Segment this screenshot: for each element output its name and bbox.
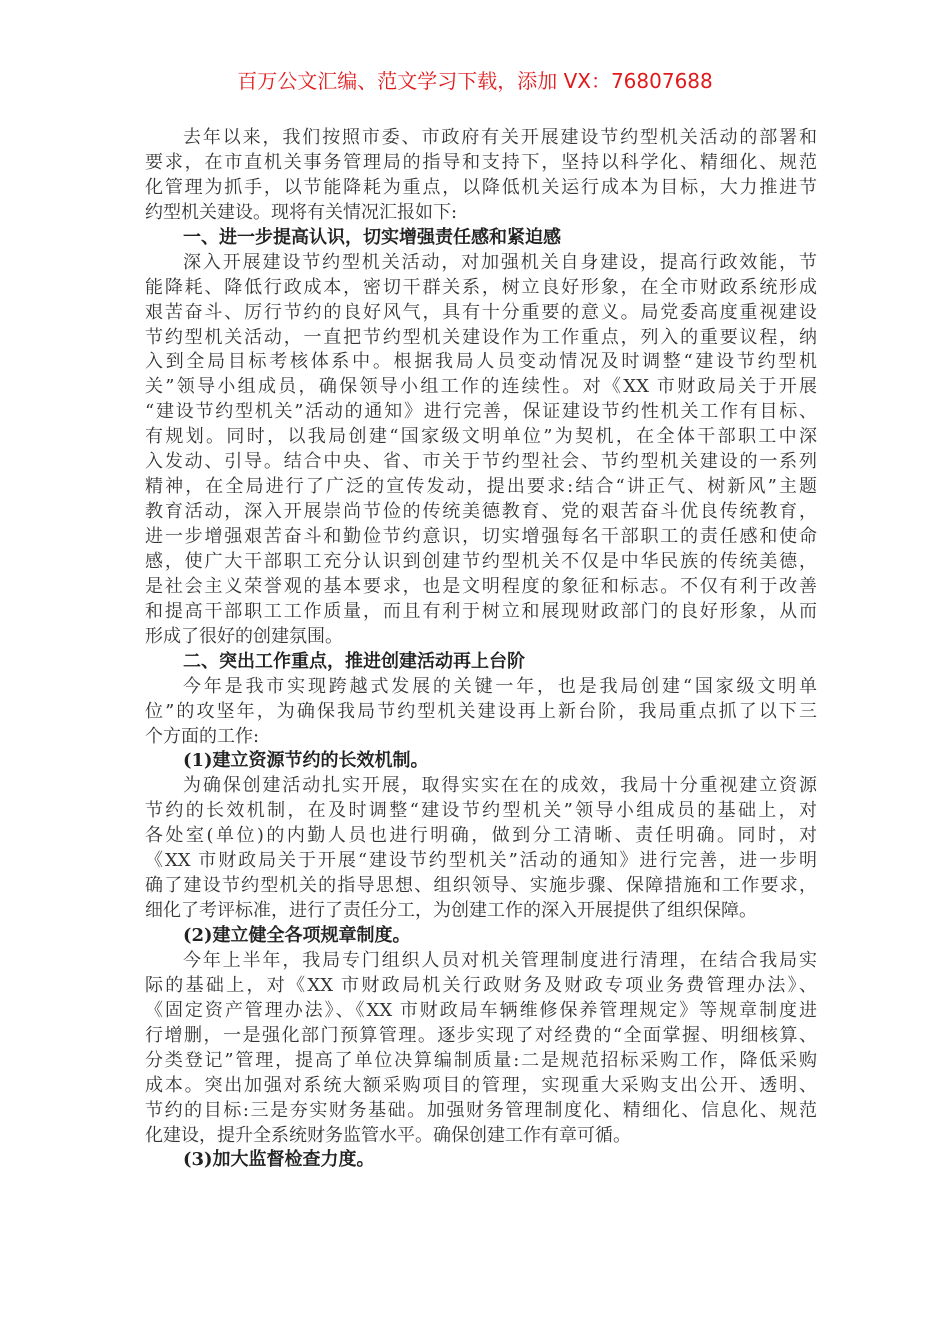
paragraph bbox=[145, 675, 817, 750]
text-line: 二、突出工作重点，推进创建活动再上台阶 bbox=[183, 650, 525, 672]
text-line: 入发动、引导。结合中央、省、市关于节约型社会、节约型机关建设的一系列 bbox=[145, 451, 817, 473]
text-line: 进一步增强艰苦奋斗和勤俭节约意识，切实增强每名干部职工的责任感和使命 bbox=[145, 526, 817, 547]
document-body bbox=[145, 126, 817, 1173]
text-line: 关”领导小组成员，确保领导小组工作的连续性。对《XX 市财政局关于开展 bbox=[145, 376, 817, 398]
section-heading bbox=[145, 1148, 817, 1173]
section-heading bbox=[145, 749, 817, 774]
text-line: 能降耗、降低行政成本，密切干群关系，树立良好形象，在全市财政系统形成 bbox=[145, 276, 817, 298]
text-line: 细化了考评标准，进行了责任分工，为创建工作的深入开展提供了组织保障。 bbox=[145, 900, 757, 922]
text-line: 今年是我市实现跨越式发展的关键一年，也是我局创建“国家级文明单 bbox=[183, 675, 817, 697]
paragraph bbox=[145, 949, 817, 1149]
text-line: 教育活动，深入开展崇尚节俭的传统美德教育、党的艰苦奋斗优良传统教育， bbox=[145, 501, 817, 523]
section-heading bbox=[145, 650, 817, 675]
text-line: 《XX 市财政局关于开展“建设节约型机关”活动的通知》进行完善，进一步明 bbox=[145, 850, 817, 872]
text-line: 确了建设节约型机关的指导思想、组织领导、实施步骤、保障措施和工作要求， bbox=[145, 875, 817, 897]
text-line: “建设节约型机关”活动的通知》进行完善，保证建设节约性机关工作有目标、 bbox=[145, 401, 817, 423]
text-line: 今年上半年，我局专门组织人员对机关管理制度进行清理，在结合我局实 bbox=[183, 949, 817, 971]
text-line: 为确保创建活动扎实开展，取得实实在在的成效，我局十分重视建立资源 bbox=[183, 775, 817, 797]
text-line: 和提高干部职工工作质量，而且有利于树立和展现财政部门的良好形象，从而 bbox=[145, 600, 817, 622]
text-line: (1)建立资源节约的长效机制。 bbox=[183, 750, 429, 772]
text-line: 节约的目标:三是夯实财务基础。加强财务管理制度化、精细化、信息化、规范 bbox=[145, 1099, 817, 1121]
text-line: 际的基础上，对《XX 市财政局机关行政财务及财政专项业务费管理办法》、 bbox=[145, 974, 817, 996]
text-line: 艰苦奋斗、厉行节约的良好风气，具有十分重要的意义。局党委高度重视建设 bbox=[145, 301, 817, 323]
text-line: 各处室(单位)的内勤人员也进行明确，做到分工清晰、责任明确。同时，对 bbox=[145, 825, 817, 847]
text-line: 节约的长效机制，在及时调整“建设节约型机关”领导小组成员的基础上，对 bbox=[145, 800, 817, 822]
section-heading bbox=[145, 226, 817, 251]
text-line: 分类登记”管理，提高了单位决算编制质量:二是规范招标采购工作，降低采购 bbox=[145, 1049, 817, 1071]
text-line: 节约型机关活动，一直把节约型机关建设作为工作重点，列入的重要议程，纳 bbox=[145, 326, 817, 348]
text-line: 要求，在市直机关事务管理局的指导和支持下，坚持以科学化、精细化、规范 bbox=[145, 151, 817, 173]
text-line: 精神，在全局进行了广泛的宣传发动，提出要求:结合“讲正气、树新风”主题 bbox=[145, 476, 817, 498]
text-line: 化建设，提升全系统财务监管水平。确保创建工作有章可循。 bbox=[145, 1124, 631, 1146]
text-line: (3)加大监督检查力度。 bbox=[183, 1149, 375, 1171]
text-line: 一、进一步提高认识，切实增强责任感和紧迫感 bbox=[183, 226, 561, 248]
text-line: 行增删，一是强化部门预算管理。逐步实现了对经费的“全面掌握、明细核算、 bbox=[145, 1024, 817, 1046]
watermark-banner: 百万公文汇编、范文学习下载，添加 VX：76807688 bbox=[237, 69, 713, 93]
text-line: (2)建立健全各项规章制度。 bbox=[183, 925, 411, 946]
paragraph bbox=[145, 251, 817, 650]
text-line: 成本。突出加强对系统大额采购项目的管理，实现重大采购支出公开、透明、 bbox=[145, 1074, 817, 1096]
paragraph bbox=[145, 126, 817, 226]
text-line: 形成了很好的创建氛围。 bbox=[145, 625, 343, 647]
text-line: 入到全局目标考核体系中。根据我局人员变动情况及时调整“建设节约型机 bbox=[145, 351, 817, 373]
text-line: 是社会主义荣誉观的基本要求，也是文明程度的象征和标志。不仅有利于改善 bbox=[145, 575, 817, 597]
paragraph bbox=[145, 774, 817, 924]
text-line: 感，使广大干部职工充分认识到创建节约型机关不仅是中华民族的传统美德， bbox=[145, 550, 817, 572]
text-line: 个方面的工作: bbox=[145, 725, 260, 747]
text-line: 位”的攻坚年，为确保我局节约型机关建设再上新台阶，我局重点抓了以下三 bbox=[145, 700, 817, 722]
text-line: 约型机关建设。现将有关情况汇报如下: bbox=[145, 201, 458, 223]
section-heading bbox=[145, 924, 817, 949]
text-line: 化管理为抓手，以节能降耗为重点，以降低机关运行成本为目标，大力推进节 bbox=[145, 176, 817, 198]
text-line: 《固定资产管理办法》、《XX 市财政局车辆维修保养管理规定》等规章制度进 bbox=[145, 999, 817, 1021]
text-line: 深入开展建设节约型机关活动，对加强机关自身建设，提高行政效能，节 bbox=[183, 251, 817, 273]
text-line: 去年以来，我们按照市委、市政府有关开展建设节约型机关活动的部署和 bbox=[183, 127, 817, 148]
text-line: 有规划。同时，以我局创建“国家级文明单位”为契机，在全体干部职工中深 bbox=[145, 426, 817, 448]
